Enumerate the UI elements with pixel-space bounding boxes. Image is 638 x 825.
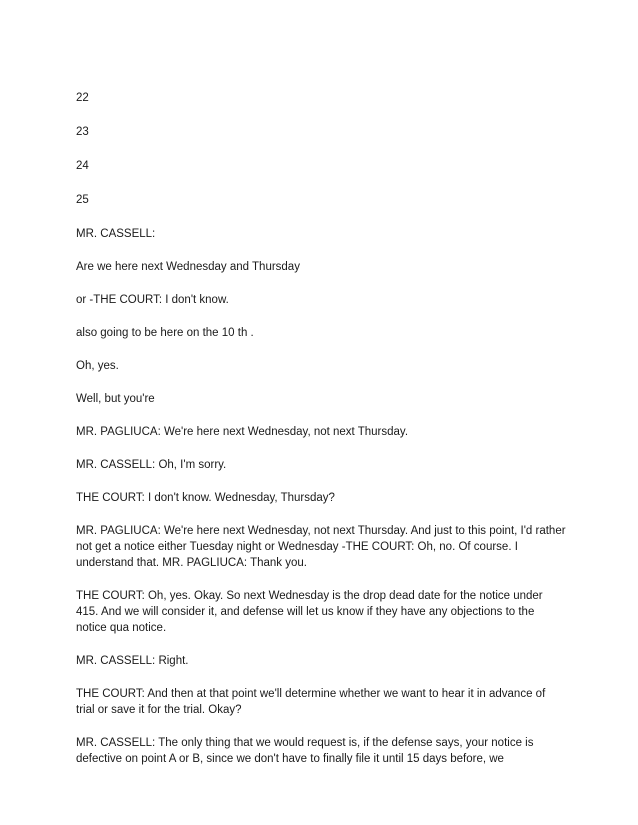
transcript-paragraph: Oh, yes.	[76, 360, 119, 372]
speaker-line: MR. CASSELL:	[76, 228, 156, 240]
transcript-paragraph: or -THE COURT: I don't know.	[76, 294, 229, 306]
transcript-paragraph: THE COURT: And then at that point we'll determine whether we want to hear it in advance of trial or save it for the trial. Okay?	[76, 688, 546, 716]
transcript-paragraph: MR. PAGLIUCA: We're here next Wednesday, not next Thursday. And just to this point, I'd rather not get a notice either Tuesday night or Wednesday -THE COURT: Oh, no. Of course. I understand that. MR. PAGLIUCA: Thank you.	[76, 525, 566, 569]
transcript-paragraph: THE COURT: Oh, yes. Okay. So next Wednesday is the drop dead date for the notice under 415. And we will consider it, and defense will let us know if they have any objections to the notice qua notice.	[76, 590, 543, 634]
line-number: 24	[76, 160, 89, 172]
transcript-paragraph: MR. CASSELL: Right.	[76, 655, 189, 667]
line-number: 23	[76, 126, 89, 138]
transcript-paragraph: THE COURT: I don't know. Wednesday, Thursday?	[76, 492, 335, 504]
line-number: 25	[76, 194, 89, 206]
transcript-paragraph: MR. CASSELL: The only thing that we would request is, if the defense says, your notice is defective on point A or B, since we don't have to finally file it until 15 days before, we	[76, 737, 534, 765]
transcript-paragraph: MR. PAGLIUCA: We're here next Wednesday, not next Thursday.	[76, 426, 409, 438]
transcript-paragraph: MR. CASSELL: Oh, I'm sorry.	[76, 459, 227, 471]
transcript-paragraph: also going to be here on the 10 th .	[76, 327, 254, 339]
line-number: 22	[76, 92, 89, 104]
transcript-body	[76, 90, 566, 784]
transcript-paragraph: Well, but you're	[76, 393, 155, 405]
transcript-paragraph: Are we here next Wednesday and Thursday	[76, 261, 300, 273]
